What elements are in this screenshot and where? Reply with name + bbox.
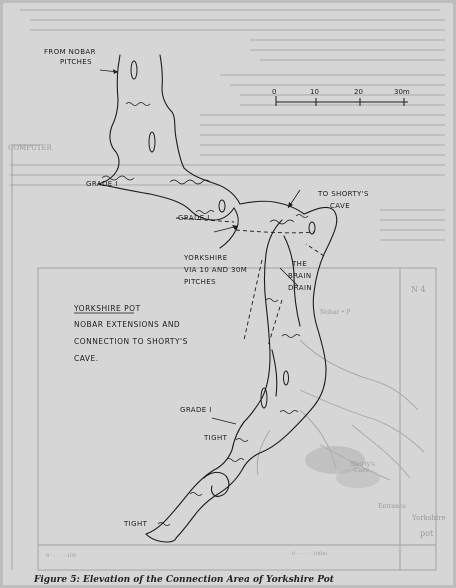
label-tight-lower: TIGHT bbox=[124, 520, 148, 528]
label-drain: DRAIN bbox=[288, 284, 313, 292]
svg-text:Yorkshire: Yorkshire bbox=[412, 514, 446, 522]
svg-text:0 · · · · · 100: 0 · · · · · 100 bbox=[46, 553, 77, 559]
map-title-line-2: NOBAR EXTENSIONS AND bbox=[74, 320, 181, 329]
label-tight-upper: TIGHT bbox=[204, 434, 228, 442]
label-grade-1-middle: GRADE I bbox=[178, 214, 210, 222]
svg-text:Nobar • P: Nobar • P bbox=[320, 309, 351, 316]
svg-text:0 · · · · · 100m: 0 · · · · · 100m bbox=[292, 551, 327, 557]
svg-text:COMPUTER: COMPUTER bbox=[8, 144, 52, 152]
label-yorkshire: YORKSHIRE bbox=[184, 254, 228, 262]
label-via-pitches: VIA 10 AND 30M bbox=[184, 266, 248, 274]
label-from-nobar: FROM NOBAR bbox=[44, 48, 96, 56]
svg-text:Cave: Cave bbox=[354, 467, 370, 474]
map-title-line-1: YORKSHIRE POT bbox=[74, 304, 141, 313]
map-title-line-3: CONNECTION TO SHORTY'S bbox=[74, 337, 188, 346]
scale-tick-20: 20 bbox=[354, 88, 363, 96]
label-to-shortys: TO SHORTY'S bbox=[318, 190, 369, 198]
label-grade-1-upper: GRADE I bbox=[86, 180, 118, 188]
label-from-nobar-pitches: PITCHES bbox=[60, 58, 92, 66]
label-brain: BRAIN bbox=[288, 272, 312, 280]
label-grade-1-lower: GRADE I bbox=[180, 406, 212, 414]
label-the: THE bbox=[292, 260, 308, 268]
svg-text:N 4: N 4 bbox=[411, 285, 426, 294]
svg-text:Entrance: Entrance bbox=[378, 503, 406, 510]
label-pitches: PITCHES bbox=[184, 278, 216, 286]
scale-tick-0: 0 bbox=[272, 88, 277, 96]
svg-text:Shorty's: Shorty's bbox=[350, 461, 375, 468]
scale-tick-10: 10 bbox=[310, 88, 319, 96]
scale-tick-30m: 30m bbox=[394, 88, 410, 96]
svg-text:pot: pot bbox=[420, 529, 434, 538]
figure-caption: Figure 5: Elevation of the Connection Area of Yorkshire Pot bbox=[34, 575, 334, 585]
map-title-line-4: CAVE. bbox=[74, 354, 99, 363]
label-shortys-cave: CAVE bbox=[330, 202, 351, 210]
